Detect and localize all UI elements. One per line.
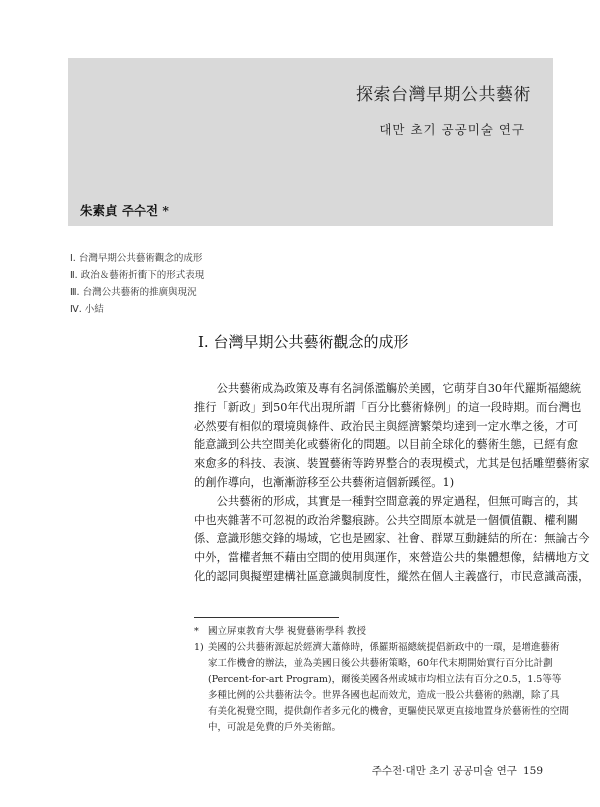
page-number: 159 xyxy=(522,765,543,777)
body-text xyxy=(194,380,590,587)
page-footer xyxy=(372,763,543,778)
toc-item: Ⅳ. 小結 xyxy=(70,304,104,315)
section-heading: Ⅰ. 台灣早期公共藝術觀念的成形 xyxy=(198,333,409,351)
footnote-line: 家工作機會的辦法，並為美國日後公共藝術策略，60年代末期開始實行百分比計劃 xyxy=(208,658,553,669)
body-line: 來愈多的科技、表演、裝置藝術等跨界整合的表現模式，尤其是包括雕塑藝術家 xyxy=(194,457,590,471)
table-of-contents xyxy=(70,250,204,318)
paper-subtitle: 대만 초기 공공미술 연구 xyxy=(379,122,525,137)
title-banner xyxy=(68,58,553,226)
body-line: 公共藝術的形成，其實是一種對空間意義的界定過程，但無可晦言的，其 xyxy=(194,494,579,508)
footnote-1 xyxy=(194,640,560,656)
footnote-line: 國立屏東教育大學 視覺藝術學科 教授 xyxy=(208,626,367,637)
body-line: 的創作導向，也漸漸游移至公共藝術這個新蹊徑。1) xyxy=(194,475,455,489)
footnote-mark: 1) xyxy=(194,642,204,653)
body-line: 中外，當權者無不藉由空間的使用與運作，來營造公共的集體想像，結構地方文 xyxy=(194,551,590,565)
footnote-line: 多種比例的公共藝術法令。世界各國也起而效尤，造成一股公共藝術的熱潮，除了具 xyxy=(208,690,560,701)
footnote-author xyxy=(194,624,549,640)
footnote-mark: * xyxy=(194,626,199,637)
toc-item: Ⅰ. 台灣早期公共藝術觀念的成形 xyxy=(70,253,203,264)
footnote-divider xyxy=(194,617,339,618)
toc-item: Ⅱ. 政治＆藝術折衝下的形式表現 xyxy=(70,270,205,281)
body-line: 化的認同與擬塑建構社區意識與制度性，縱然在個人主義盛行，市民意識高漲， xyxy=(194,569,590,583)
body-line: 推行「新政」到50年代出現所謂「百分比藝術條例」的這一段時期。而台灣也 xyxy=(194,400,582,414)
footnote-line: 中，可說是免費的戶外美術館。 xyxy=(208,722,342,733)
body-line: 中也夾雜著不可忽視的政治斧鑿痕跡。公共空間原本就是一個價值觀、權利關 xyxy=(194,513,579,527)
footnote-line: 有美化視覺空間，提供創作者多元化的機會，更驅使民眾更直接地置身於藝術性的空間 xyxy=(208,706,570,717)
running-head: 주수전·대만 초기 공공미술 연구 xyxy=(371,765,517,777)
body-line: 係、意識形態交鋒的場域，它也是國家、社會、群眾互動鏈結的所在：無論古今 xyxy=(194,532,590,546)
body-line: 必然要有相似的環境與條件、政治民主與經濟繁榮均達到一定水準之後，才可 xyxy=(194,419,579,433)
toc-item: Ⅲ. 台灣公共藝術的推廣與現況 xyxy=(70,287,197,298)
body-line: 能意識到公共空間美化或藝術化的問題。以目前全球化的藝術生態，已經有愈 xyxy=(194,438,579,452)
footnote-line: (Percent-for-art Program)，爾後美國各州或城市均相立法有百分之0.5，1.5等等 xyxy=(208,674,562,685)
author-name: 朱素貞 주수전 * xyxy=(80,203,169,218)
footnote-line: 美國的公共藝術源起於經濟大蕭條時，係羅斯福總統提倡新政中的一環，是增進藝術 xyxy=(208,642,560,653)
paper-title: 探索台灣早期公共藝術 xyxy=(356,85,531,105)
body-line: 公共藝術成為政策及專有名詞係濫觴於美國，它萌芽自30年代羅斯福總統 xyxy=(194,382,582,395)
footnotes xyxy=(194,624,570,736)
